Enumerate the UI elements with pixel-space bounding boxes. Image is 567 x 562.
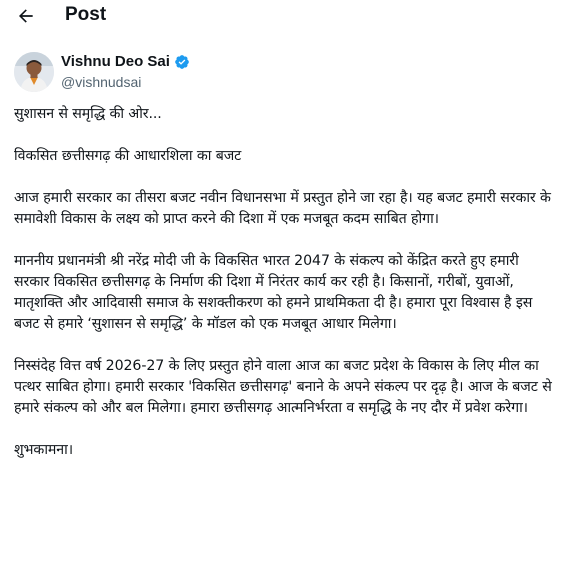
- author-name-row: [61, 53, 190, 70]
- avatar[interactable]: [14, 52, 54, 92]
- arrow-left-icon: [16, 6, 36, 26]
- author-name[interactable]: Vishnu Deo Sai: [61, 53, 170, 70]
- verified-badge-icon: [174, 54, 190, 70]
- post-paragraph: माननीय प्रधानमंत्री श्री नरेंद्र मोदी जी के विकसित भारत 2047 के संकल्प को केंद्रित करते हुए हमारी सरकार विकसित छत्तीसगढ़ के निर्माण की दिशा में निरंतर कार्य कर रही है। किसानों, गरीबों, युवाओं, मातृशक्ति और आदिवासी समाज के सशक्तीकरण को हमने प्राथमिकता दी है। हमारा पूरा विश्वास है इस बजट से हमारे ‘सुशासन से समृद्धि’ के मॉडल को एक मजबूत आधार मिलेगा।: [14, 253, 533, 332]
- post-author: [14, 52, 554, 96]
- top-bar: [0, 0, 567, 34]
- post-paragraph: सुशासन से समृद्धि की ओर...: [14, 106, 162, 122]
- author-handle[interactable]: @vishnudsai: [61, 74, 142, 90]
- post-paragraph: विकसित छत्तीसगढ़ की आधारशिला का बजट: [14, 148, 242, 164]
- post-body: [14, 104, 554, 482]
- post-paragraph: शुभकामना।: [14, 442, 74, 458]
- post-paragraph: निस्संदेह वित्त वर्ष 2026-27 के लिए प्रस्तुत होने वाला आज का बजट प्रदेश के विकास के लिए मील का पत्थर साबित होगा। हमारी सरकार 'विकसित छत्तीसगढ़' बनाने के अपने संकल्प पर दृढ़ है। आज के बजट से हमारे संकल्प को और बल मिलेगा। हमारा छत्तीसगढ़ आत्मनिर्भरता व समृद्धि के नए दौर में प्रवेश करेगा।: [14, 358, 552, 416]
- avatar-image: [14, 52, 54, 92]
- page-title: Post: [65, 4, 107, 25]
- post-paragraph: आज हमारी सरकार का तीसरा बजट नवीन विधानसभा में प्रस्तुत होने जा रहा है। यह बजट हमारी सरकार के समावेशी विकास के लक्ष्य को प्राप्त करने की दिशा में एक मजबूत कदम साबित होगा।: [14, 190, 551, 227]
- back-button[interactable]: [14, 4, 38, 28]
